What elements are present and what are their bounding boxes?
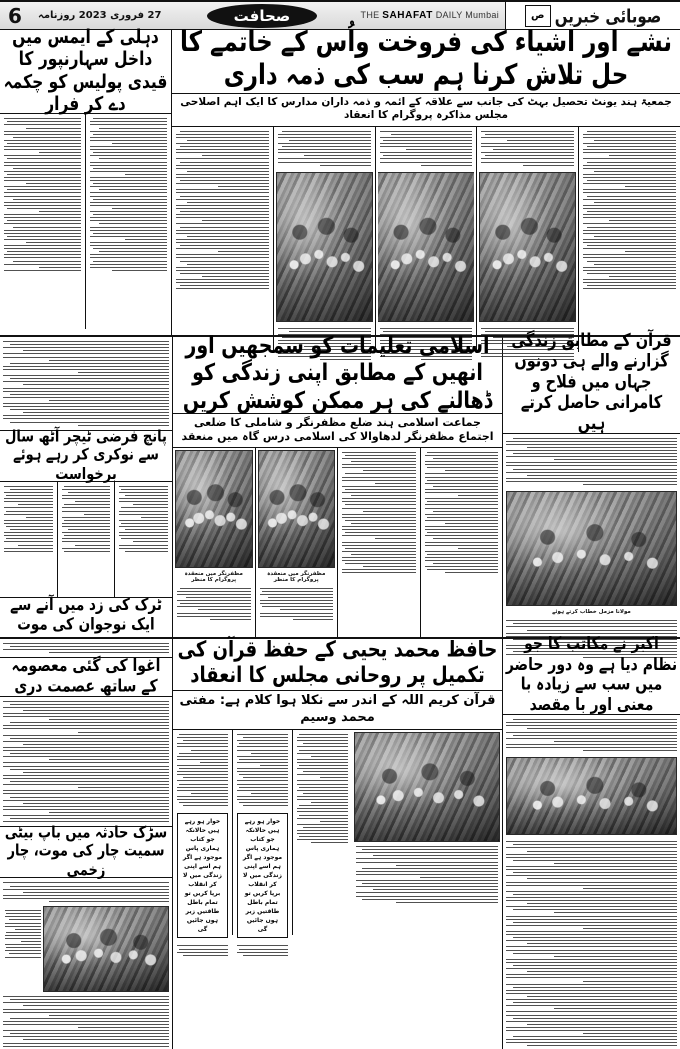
article-text (295, 730, 350, 847)
article-text (423, 448, 501, 578)
mid-far-left-column (0, 337, 172, 637)
article-text (258, 584, 336, 624)
article-text (354, 842, 500, 907)
article-text (581, 127, 678, 294)
main-col-5 (172, 127, 273, 352)
mid-right-headline: قرآن کے مطابق زندگی گزارنے والے ہی دونوں جہاں میں فلاح و کامرانی حاصل کرتے ہیں (511, 331, 672, 435)
bottom-story-photo (354, 732, 500, 842)
mid-left-story (172, 332, 502, 637)
left-story-5-headline: سڑک حادثہ میں باپ بیٹی سمیت چار کی موت، چار زخمی (4, 824, 168, 880)
section-label-text: صوبائی خبریں (554, 4, 662, 27)
bottom-story (172, 636, 502, 1049)
article-text (0, 337, 172, 430)
right-story-2-headline: اکبر نے مکاتب کا جو نظام دیا ہے وہ دور حاضر میں سب سے زیادہ با معنی اور با مقصد (505, 634, 678, 715)
article-text (340, 448, 418, 578)
right-story-2 (502, 634, 680, 1049)
mid-right-photo-caption: مولانا مزمل خطاب کرتے ہوئے (552, 609, 631, 616)
top-main-story (172, 26, 680, 335)
article-text (60, 482, 113, 556)
pull-quote: خوار ہو رہے ہیں حالانکہ جو کتاب ہماری پاس موجود ہے اگر ہم اسے اپنی زندگی میں لا کر انقلاب برپا کریں تو تمام باطل طاقتیں زیر ہوں جائیں گی (237, 813, 288, 938)
middle-band (0, 331, 680, 637)
mid-left-photo-2 (175, 450, 253, 568)
main-story-photo (479, 172, 576, 322)
article-text (235, 730, 290, 810)
main-col-4 (273, 127, 375, 352)
bottom-headline: حافظ محمد یحیی کے حفظ قرآن کی تکمیل پر روحانی مجلس کا انعقاد (177, 636, 498, 689)
mid-right-story (502, 331, 680, 637)
main-col-1 (578, 127, 680, 352)
left-story-5-photo (43, 906, 169, 992)
mid-left-photo (258, 450, 336, 568)
mid-col-3 (255, 448, 338, 638)
english-nameplate-brand: SAHAFAT (382, 10, 433, 21)
article-text (3, 906, 43, 992)
mid-col-4 (173, 448, 255, 638)
mid-left-photo-caption-2: مظفرنگر میں منعقدہ پروگرام کا منظر (184, 570, 243, 583)
mid-col-2 (337, 448, 420, 638)
left-story-2-headline: پانچ فرضی ٹیچر آٹھ سال سے نوکری کر رہے ہوئے برخواست (5, 427, 167, 484)
ls2-col-3 (0, 482, 57, 597)
pull-quote-2: خوار ہو رہے ہیں حالانکہ جو کتاب ہماری پاس موجود ہے اگر ہم اسے اپنی زندگی میں لا کر انقلاب برپا کریں تو تمام باطل طاقتیں زیر ہوں جائیں گی (177, 813, 228, 938)
mid-col-1 (420, 448, 503, 638)
main-col-2 (476, 127, 578, 352)
mid-left-headline: اسلامی تعلیمات کو سمجھیں اور انھیں کے مطابق اپنی زندگی کو ڈھالنے کی ہر ممکن کوشش کریں (182, 332, 493, 414)
mid-right-photo (506, 491, 677, 606)
bottom-col-3 (173, 730, 232, 935)
mid-left-subheadline: جماعت اسلامی ہند ضلع مظفرنگر و شاملی کا ضلعی اجتماع مظفرنگر لدھاوالا کی اسلامی درس گاہ میں منعقد (181, 416, 494, 443)
section-logo-icon: ص (525, 5, 551, 27)
lower-band (0, 634, 680, 1049)
bottom-col-1 (292, 730, 352, 935)
article-text (503, 837, 680, 1049)
issue-date: 27 فروری 2023 روزنامہ (38, 10, 162, 21)
article-text (2, 114, 83, 275)
article-text (0, 992, 172, 1049)
main-headline: نشے اور اشیاء کی فروخت واُس کے خاتمے کا حل تلاش کرنا ہم سب کی ذمہ داری (179, 26, 673, 92)
ls2-col-2 (57, 482, 115, 597)
article-text (276, 127, 373, 170)
main-col-3 (375, 127, 477, 352)
article-text (378, 127, 475, 170)
english-nameplate (355, 10, 505, 21)
english-nameplate-pre: THE (360, 10, 383, 20)
mid-left-photo-caption: مظفرنگر میں منعقدہ پروگرام کا منظر (267, 570, 326, 583)
article-text (175, 730, 230, 810)
article-text (2, 482, 55, 556)
english-nameplate-post: DAILY Mumbai (432, 10, 499, 20)
main-story-photo-right (276, 172, 373, 322)
top-band (0, 25, 680, 335)
article-text (479, 127, 576, 170)
ls2-col-1 (114, 482, 172, 597)
lower-far-left-column (0, 639, 172, 1049)
article-text (88, 114, 169, 275)
bottom-col-2 (232, 730, 292, 935)
right-story-2-photo (506, 757, 677, 835)
article-text (175, 584, 253, 624)
left-col-2 (0, 114, 85, 329)
page-number: 6 (8, 3, 22, 28)
bottom-photo-wrap (352, 730, 502, 935)
brand-logo: صحافت (207, 4, 317, 28)
article-text (174, 127, 271, 294)
bottom-subheadline: قرآن کریم اللہ کے اندر سے نکلا ہوا کلام ہے: مفتی محمد وسیم (179, 693, 496, 725)
article-text (175, 941, 230, 959)
left-headline: دہلی کے ایمس میں داخل سہارنپور کا قیدی پولیس کو چکمہ دے کر فرار (3, 25, 168, 115)
main-subheadline: جمعیۃ ہند یونٹ تحصیل بہٹ کی جانب سے علاقہ کے ائمہ و ذمہ داران مدارس کا ایک اہم اصلاحی مجلس مذاکرہ پروگرام کا انعقاد (180, 96, 672, 122)
left-story-4-headline: اغوا کی گئی معصومہ کے ساتھ عصمت دری (11, 656, 161, 697)
left-story-3-headline: ٹرک کی زد میں آنے سے ایک نوجوان کی موت (10, 594, 162, 634)
article-text (0, 878, 172, 906)
main-story-photo-center (378, 172, 475, 322)
article-text (0, 697, 172, 827)
top-left-story (0, 25, 172, 335)
article-text (235, 941, 290, 959)
left-col-1 (85, 114, 171, 329)
article-text (117, 482, 170, 556)
